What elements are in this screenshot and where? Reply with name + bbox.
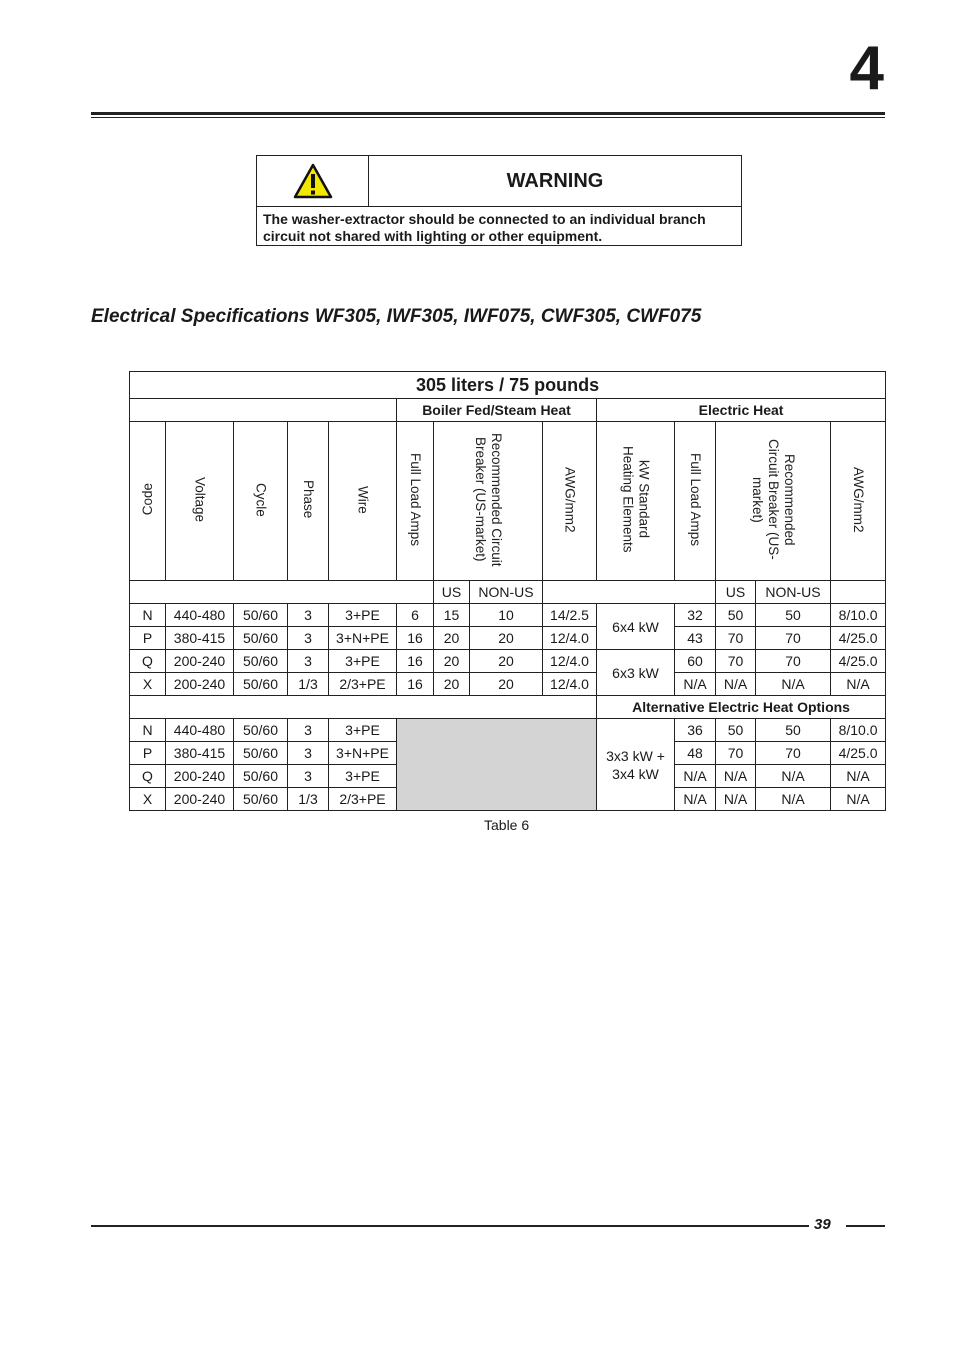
subheader-blank xyxy=(130,581,434,604)
table-title: 305 liters / 75 pounds xyxy=(130,372,886,399)
alt-electric-heat-title: Alternative Electric Heat Options xyxy=(597,696,886,719)
header-awg-electric: AWG/mm2 xyxy=(831,422,886,581)
header-code: Code xyxy=(130,422,166,581)
header-circuit-breaker-boiler: Recommended Circuit Breaker (US-market) xyxy=(434,422,543,581)
cell-e-awg: 4/25.0 xyxy=(831,627,886,650)
cell-e-fla: 48 xyxy=(675,742,716,765)
cell-voltage: 200-240 xyxy=(166,788,234,811)
cell-e-us: 70 xyxy=(716,742,756,765)
cell-voltage: 200-240 xyxy=(166,765,234,788)
cell-us: 20 xyxy=(434,650,470,673)
cell-e-awg: 4/25.0 xyxy=(831,742,886,765)
cell-e-us: 70 xyxy=(716,650,756,673)
header-voltage: Voltage xyxy=(166,422,234,581)
cell-code: P xyxy=(130,627,166,650)
header-circuit-breaker-electric: Recommended Circuit Breaker (US- market) xyxy=(716,422,831,581)
cell-e-nonus: 70 xyxy=(756,650,831,673)
cell-cycle: 50/60 xyxy=(234,742,288,765)
cell-fla: 16 xyxy=(397,627,434,650)
cell-us: 15 xyxy=(434,604,470,627)
cell-e-us: N/A xyxy=(716,673,756,696)
cell-code: N xyxy=(130,719,166,742)
cell-wire: 3+N+PE xyxy=(329,627,397,650)
cell-voltage: 200-240 xyxy=(166,650,234,673)
cell-e-fla: N/A xyxy=(675,765,716,788)
cell-phase: 3 xyxy=(288,742,329,765)
cell-phase: 1/3 xyxy=(288,673,329,696)
cell-cycle: 50/60 xyxy=(234,788,288,811)
boiler-na-shaded xyxy=(397,719,597,811)
header-full-load-amps-electric: Full Load Amps xyxy=(675,422,716,581)
subheader-us-electric: US xyxy=(716,581,756,604)
cell-wire: 2/3+PE xyxy=(329,788,397,811)
cell-voltage: 380-415 xyxy=(166,627,234,650)
warning-title: WARNING xyxy=(369,156,741,207)
cell-e-awg: N/A xyxy=(831,788,886,811)
cell-e-fla: 43 xyxy=(675,627,716,650)
alt-blank xyxy=(130,696,597,719)
cell-cycle: 50/60 xyxy=(234,627,288,650)
cell-e-us: N/A xyxy=(716,788,756,811)
cell-e-us: 50 xyxy=(716,604,756,627)
cell-phase: 3 xyxy=(288,650,329,673)
header-full-load-amps-boiler: Full Load Amps xyxy=(397,422,434,581)
cell-kw-alt: 3x3 kW + 3x4 kW xyxy=(597,719,675,811)
cell-voltage: 200-240 xyxy=(166,673,234,696)
cell-awg: 12/4.0 xyxy=(543,673,597,696)
footer-rule-right xyxy=(846,1225,885,1227)
cell-cycle: 50/60 xyxy=(234,765,288,788)
cell-code: N xyxy=(130,604,166,627)
subheader-blank-mid xyxy=(543,581,716,604)
header-rule-thin xyxy=(91,117,885,118)
cell-e-us: N/A xyxy=(716,765,756,788)
cell-e-awg: 4/25.0 xyxy=(831,650,886,673)
cell-code: X xyxy=(130,673,166,696)
cell-e-us: 70 xyxy=(716,627,756,650)
cell-code: P xyxy=(130,742,166,765)
electrical-spec-table xyxy=(129,371,886,811)
cell-nonus: 10 xyxy=(470,604,543,627)
header-phase: Phase xyxy=(288,422,329,581)
cell-awg: 12/4.0 xyxy=(543,650,597,673)
table-row xyxy=(130,650,886,673)
group-blank xyxy=(130,399,397,422)
section-title: Electrical Specifications WF305, IWF305, IWF075, CWF305, CWF075 xyxy=(91,306,702,327)
cell-e-fla: 60 xyxy=(675,650,716,673)
table-caption: Table 6 xyxy=(484,817,530,833)
cell-code: X xyxy=(130,788,166,811)
cell-voltage: 440-480 xyxy=(166,604,234,627)
header-rule xyxy=(91,112,885,115)
cell-e-awg: 8/10.0 xyxy=(831,719,886,742)
cell-wire: 2/3+PE xyxy=(329,673,397,696)
cell-wire: 3+PE xyxy=(329,719,397,742)
cell-voltage: 440-480 xyxy=(166,719,234,742)
cell-phase: 3 xyxy=(288,604,329,627)
cell-cycle: 50/60 xyxy=(234,719,288,742)
cell-phase: 3 xyxy=(288,765,329,788)
table-row xyxy=(130,719,886,742)
group-electric-heat: Electric Heat xyxy=(597,399,886,422)
header-wire: Wire xyxy=(329,422,397,581)
cell-wire: 3+PE xyxy=(329,650,397,673)
cell-e-fla: 32 xyxy=(675,604,716,627)
cell-e-nonus: 50 xyxy=(756,719,831,742)
cell-e-nonus: N/A xyxy=(756,673,831,696)
cell-cycle: 50/60 xyxy=(234,650,288,673)
subheader-us-boiler: US xyxy=(434,581,470,604)
cell-us: 20 xyxy=(434,627,470,650)
warning-text: The washer-extractor should be connected to an individual branch circuit not shared with lighting or other equipment. xyxy=(263,211,706,244)
cell-e-us: 50 xyxy=(716,719,756,742)
cell-cycle: 50/60 xyxy=(234,604,288,627)
cell-kw-6x3: 6x3 kW xyxy=(597,650,675,696)
cell-e-nonus: N/A xyxy=(756,765,831,788)
cell-e-nonus: N/A xyxy=(756,788,831,811)
cell-fla: 6 xyxy=(397,604,434,627)
cell-nonus: 20 xyxy=(470,673,543,696)
footer-rule xyxy=(91,1225,809,1227)
cell-cycle: 50/60 xyxy=(234,673,288,696)
cell-kw-6x4: 6x4 kW xyxy=(597,604,675,650)
cell-wire: 3+PE xyxy=(329,604,397,627)
cell-wire: 3+N+PE xyxy=(329,742,397,765)
cell-phase: 3 xyxy=(288,627,329,650)
warning-box xyxy=(256,155,742,246)
cell-nonus: 20 xyxy=(470,627,543,650)
cell-fla: 16 xyxy=(397,650,434,673)
subheader-blank-end xyxy=(831,581,886,604)
cell-phase: 3 xyxy=(288,719,329,742)
cell-e-awg: N/A xyxy=(831,765,886,788)
cell-e-nonus: 70 xyxy=(756,627,831,650)
cell-e-awg: 8/10.0 xyxy=(831,604,886,627)
cell-awg: 12/4.0 xyxy=(543,627,597,650)
cell-e-fla: 36 xyxy=(675,719,716,742)
cell-e-fla: N/A xyxy=(675,673,716,696)
cell-e-nonus: 50 xyxy=(756,604,831,627)
table-row xyxy=(130,604,886,627)
cell-phase: 1/3 xyxy=(288,788,329,811)
header-cycle: Cycle xyxy=(234,422,288,581)
chapter-number: 4 xyxy=(849,34,884,103)
cell-code: Q xyxy=(130,650,166,673)
header-awg-boiler: AWG/mm2 xyxy=(543,422,597,581)
table-row xyxy=(130,627,886,650)
warning-icon-cell xyxy=(257,156,369,207)
cell-us: 20 xyxy=(434,673,470,696)
warning-triangle-icon xyxy=(293,163,333,199)
page-number: 39 xyxy=(814,1216,831,1233)
cell-code: Q xyxy=(130,765,166,788)
cell-wire: 3+PE xyxy=(329,765,397,788)
subheader-nonus-boiler: NON-US xyxy=(470,581,543,604)
table-row xyxy=(130,673,886,696)
header-kw-elements: kW Standard Heating Elements xyxy=(597,422,675,581)
cell-nonus: 20 xyxy=(470,650,543,673)
cell-e-nonus: 70 xyxy=(756,742,831,765)
cell-e-fla: N/A xyxy=(675,788,716,811)
group-boiler-fed: Boiler Fed/Steam Heat xyxy=(397,399,597,422)
cell-voltage: 380-415 xyxy=(166,742,234,765)
cell-fla: 16 xyxy=(397,673,434,696)
cell-e-awg: N/A xyxy=(831,673,886,696)
cell-awg: 14/2.5 xyxy=(543,604,597,627)
subheader-nonus-electric: NON-US xyxy=(756,581,831,604)
